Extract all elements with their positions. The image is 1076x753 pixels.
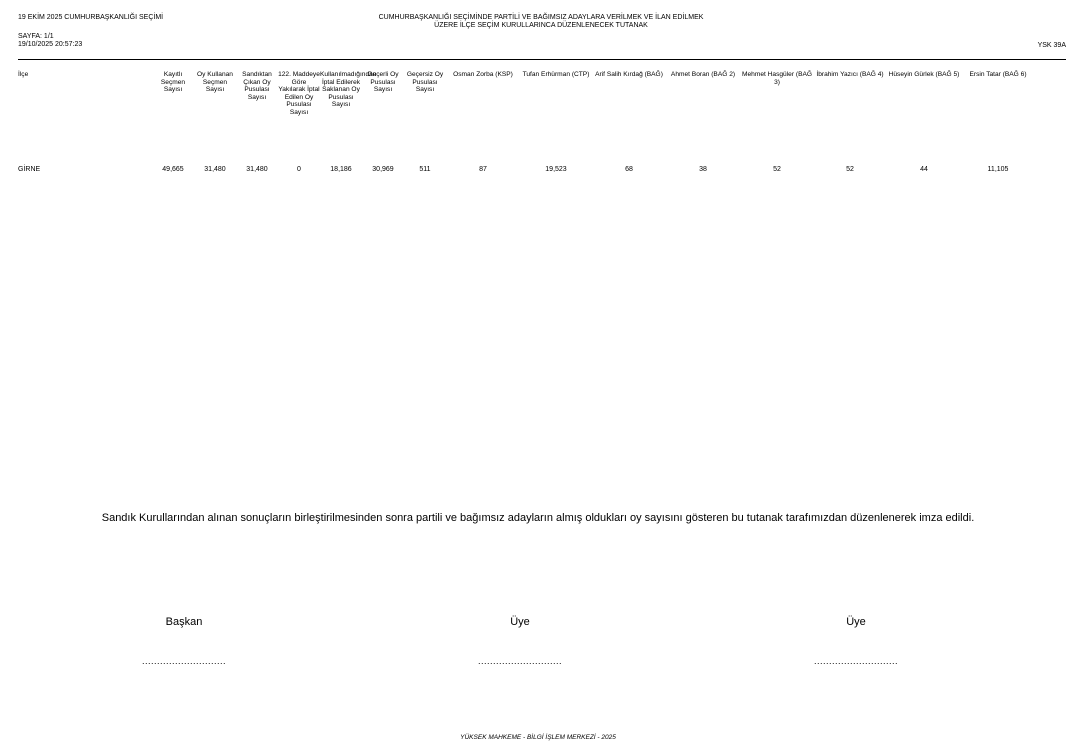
cell-candidate-1: 87	[479, 166, 487, 173]
header-divider	[18, 59, 1066, 60]
cell-invalid-ballots: 511	[419, 166, 431, 173]
column-header-candidate-7: Hüseyin Gürlek (BAĞ 5)	[888, 71, 960, 78]
cell-burned-ballots: 0	[297, 166, 301, 173]
signature-title-member-1: Üye	[510, 616, 530, 628]
signature-title-chair: Başkan	[165, 616, 203, 628]
column-header-candidate-3: Arif Salih Kırdağ (BAĞ)	[595, 71, 663, 78]
column-header-candidate-6: İbrahim Yazıcı (BAĞ 4)	[816, 71, 884, 78]
cell-voted: 31,480	[204, 166, 226, 173]
page-number: SAYFA: 1/1	[18, 33, 54, 40]
cell-valid-ballots: 30,969	[372, 166, 394, 173]
signature-title-member-2: Üye	[846, 616, 866, 628]
page-info	[18, 33, 82, 49]
cell-district: GİRNE	[18, 166, 41, 173]
cell-candidate-8: 11,105	[987, 166, 1009, 173]
cell-ballots-out: 31,480	[246, 166, 268, 173]
certification-statement: Sandık Kurullarından alınan sonuçların birleştirilmesinden sonra partili ve bağımsız adayların almış oldukları oy sayısını gösteren bu tutanak tarafımızdan düzenlenerek imza edildi.	[101, 512, 975, 524]
cell-candidate-2: 19,523	[545, 166, 567, 173]
timestamp: 19/10/2025 20:57:23	[18, 41, 83, 48]
column-header-invalid-ballots: Geçersiz Oy Pusulası Sayısı	[406, 71, 444, 94]
cell-candidate-3: 68	[625, 166, 633, 173]
cell-candidate-7: 44	[920, 166, 928, 173]
column-header-ballots-out: Sandıktan Çıkan Oy Pusulası Sayısı	[242, 71, 272, 101]
column-header-valid-ballots: Geçerli Oy Pusulası Sayısı	[367, 71, 399, 94]
cell-registered-voters: 49,665	[162, 166, 184, 173]
cell-candidate-6: 52	[846, 166, 854, 173]
column-header-unused-ballots: Kullanılmadığından İptal Edilerek Saklanan Oy Pusulası Sayısı	[320, 71, 377, 109]
column-header-voted: Oy Kullanan Seçmen Sayısı	[197, 71, 233, 94]
column-header-candidate-5: Mehmet Hasgüler (BAĞ 3)	[742, 71, 812, 86]
document-title-line1: CUMHURBAŞKANLIĞI SEÇİMİNDE PARTİLİ VE BAĞIMSIZ ADAYLARA VERİLMEK VE İLAN EDİLMEK	[378, 14, 704, 21]
election-title: 19 EKİM 2025 CUMHURBAŞKANLIĞI SEÇİMİ	[18, 14, 164, 21]
signature-line-chair: ............................	[141, 656, 226, 666]
cell-candidate-4: 38	[699, 166, 707, 173]
footer: YÜKSEK MAHKEME - BİLGİ İŞLEM MERKEZİ - 2025	[460, 734, 616, 741]
column-header-candidate-8: Ersin Tatar (BAĞ 6)	[969, 71, 1027, 78]
column-header-candidate-2: Tufan Erhürman (CTP)	[522, 71, 590, 78]
column-header-district: İlçe	[18, 71, 29, 78]
column-header-candidate-1: Osman Zorba (KSP)	[453, 71, 513, 78]
document-title	[300, 14, 782, 30]
column-header-registered-voters: Kayıtlı Seçmen Sayısı	[160, 71, 186, 94]
form-code: YSK 39A	[1037, 42, 1066, 49]
signature-line-member-2: ............................	[813, 656, 898, 666]
column-header-candidate-4: Ahmet Boran (BAĞ 2)	[670, 71, 736, 78]
column-header-burned-ballots: 122. Maddeye Göre Yakılarak İptal Edilen Oy Pusulası Sayısı	[278, 71, 320, 116]
cell-unused-ballots: 18,186	[330, 166, 352, 173]
signature-line-member-1: ............................	[477, 656, 562, 666]
document-title-line2: ÜZERE İLÇE SEÇİM KURULLARINCA DÜZENLENECEK TUTANAK	[434, 22, 648, 29]
cell-candidate-5: 52	[773, 166, 781, 173]
